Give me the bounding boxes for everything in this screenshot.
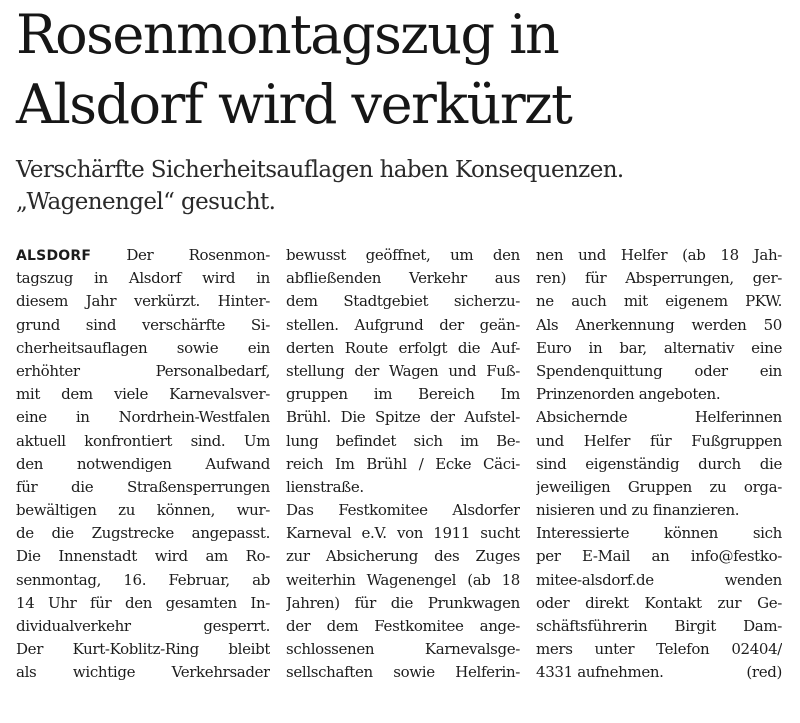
text-line: als wichtige Verkehrsader (16, 663, 270, 682)
text-line: Das Festkomitee Alsdorfer (286, 501, 520, 520)
headline (16, 0, 796, 140)
text-line: senmontag, 16. Februar, ab (16, 570, 270, 589)
text-line: Die Innenstadt wird am Ro- (16, 547, 270, 566)
text-line: lienstraße. (286, 477, 364, 496)
text-line: gruppen im Bereich Im (286, 385, 520, 404)
subheadline-line-2: „Wagenengel“ gesucht. (16, 189, 276, 215)
text-line: sind eigenständig durch die (536, 454, 782, 473)
subheadline-line-1: Verschärfte Sicherheitsauflagen haben Konsequenzen. (16, 157, 624, 183)
article-column-1 (16, 244, 270, 685)
text-line: abfließenden Verkehr aus (286, 269, 520, 288)
text-line: sellschaften sowie Helferin- (286, 663, 520, 682)
text-line: der dem Festkomitee ange- (286, 617, 520, 635)
text-line: cherheitsauflagen sowie ein (16, 338, 270, 357)
text-line: dividualverkehr gesperrt. (16, 617, 270, 635)
text-line: Jahren) für die Prunkwagen (286, 593, 520, 612)
text-line: Interessierte können sich (536, 524, 782, 543)
article-column-3 (536, 244, 782, 685)
text-line: bewusst geöffnet, um den (286, 246, 520, 264)
text-line: diesem Jahr verkürzt. Hinter- (16, 292, 270, 311)
text-line: reich Im Brühl / Ecke Cäci- (286, 454, 520, 473)
text-line: Der Kurt-Koblitz-Ring bleibt (16, 640, 270, 659)
article-column-2 (286, 244, 520, 685)
text-line: und Helfer für Fußgruppen (536, 431, 782, 450)
text-line: aktuell konfrontiert sind. Um (16, 431, 270, 450)
text-line: lung befindet sich im Be- (286, 431, 520, 450)
text-line: oder direkt Kontakt zur Ge- (536, 593, 782, 612)
text-line: nen und Helfer (ab 18 Jah- (536, 246, 782, 264)
text-line: bewältigen zu können, wur- (16, 501, 270, 520)
text-line: schlossenen Karnevalsge- (286, 640, 520, 659)
text-line: dem Stadtgebiet sicherzu- (286, 292, 520, 311)
text-line: ren) für Absperrungen, ger- (536, 269, 782, 288)
text-line: Prinzenorden angeboten. (536, 385, 721, 404)
text-line-content: Der Rosenmon- (91, 246, 270, 264)
text-line: zur Absicherung des Zuges (286, 547, 520, 566)
text-line: schäftsführerin Birgit Dam- (536, 617, 782, 635)
text-line: nisieren und zu finanzieren. (536, 501, 740, 520)
text-line: de die Zugstrecke angepasst. (16, 524, 270, 543)
text-line: derten Route erfolgt die Auf- (286, 338, 520, 357)
text-line-content: 4331 aufnehmen. (536, 663, 664, 682)
dateline: ALSDORF (16, 248, 92, 264)
text-line (536, 661, 782, 684)
text-line: tagszug in Alsdorf wird in (16, 269, 270, 288)
text-line: den notwendigen Aufwand (16, 454, 270, 473)
text-line: mers unter Telefon 02404/ (536, 640, 782, 659)
text-line: Euro in bar, alternativ eine (536, 338, 782, 357)
text-line: 14 Uhr für den gesamten In- (16, 593, 270, 612)
text-line: Karneval e.V. von 1911 sucht (286, 524, 520, 543)
subheadline (16, 154, 796, 218)
text-line: für die Straßensperrungen (16, 477, 270, 496)
author-credit: (red) (746, 663, 782, 682)
text-line: Als Anerkennung werden 50 (536, 315, 782, 334)
text-line: Spendenquittung oder ein (536, 361, 782, 380)
text-line: stellen. Aufgrund der geän- (286, 315, 520, 334)
text-line: eine in Nordrhein-Westfalen (16, 408, 270, 427)
text-line: grund sind verschärfte Si- (16, 315, 270, 334)
text-line: Brühl. Die Spitze der Aufstel- (286, 408, 520, 427)
text-line: ne auch mit eigenem PKW. (536, 292, 782, 311)
text-line: weiterhin Wagenengel (ab 18 (286, 570, 520, 589)
text-line: stellung der Wagen und Fuß- (286, 361, 520, 380)
headline-line-2: Alsdorf wird verkürzt (16, 73, 572, 136)
text-line: mit dem viele Karnevalsver- (16, 385, 270, 404)
text-line: jeweiligen Gruppen zu orga- (536, 477, 782, 496)
text-line: erhöhter Personalbedarf, (16, 361, 270, 380)
text-line: mitee-alsdorf.de wenden (536, 570, 782, 589)
text-line: per E-Mail an info@festko- (536, 547, 782, 566)
text-line (16, 244, 270, 267)
text-line: Absichernde Helferinnen (536, 408, 782, 427)
headline-line-1: Rosenmontagszug in (16, 3, 559, 66)
